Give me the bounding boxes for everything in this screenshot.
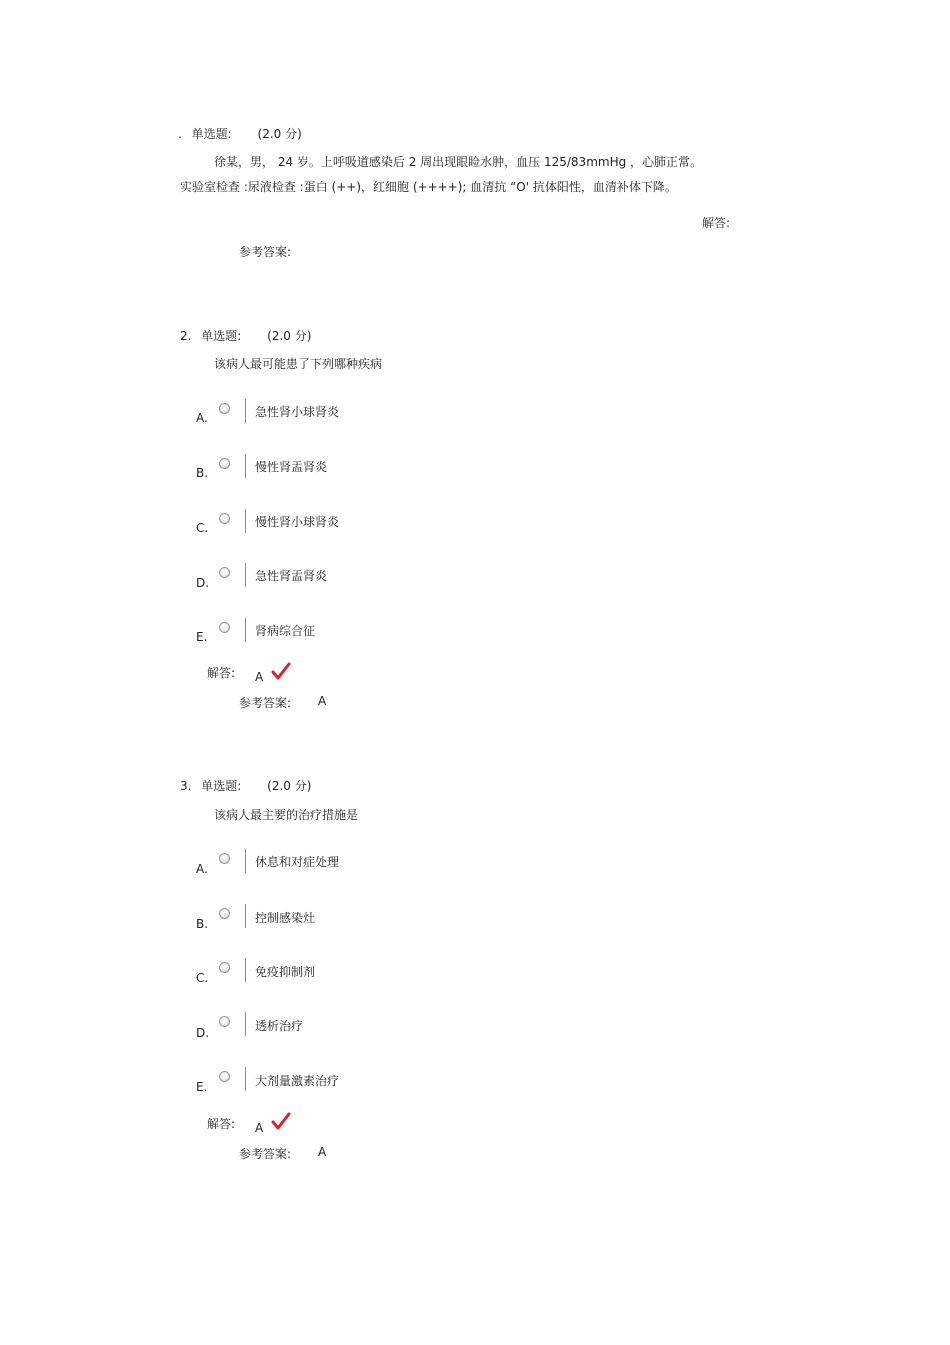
option-letter: C. (196, 521, 209, 535)
radio-icon[interactable] (219, 1016, 230, 1027)
q2-type: 单选题: (201, 329, 242, 343)
radio-icon[interactable] (219, 458, 230, 469)
option-letter: C. (196, 971, 209, 985)
option-divider (245, 399, 246, 423)
option-letter: B. (196, 466, 209, 480)
option-text: 休息和对症处理 (255, 855, 340, 869)
option-text: 透析治疗 (255, 1019, 304, 1033)
radio-icon[interactable] (219, 1071, 230, 1082)
option-text: 大剂量激素治疗 (255, 1074, 340, 1088)
q3-score: (2.0 分) (267, 779, 312, 793)
option-letter: B. (196, 917, 209, 931)
q1-reference-label: 参考答案: (239, 245, 292, 259)
q3-reference-label: 参考答案: (239, 1147, 292, 1161)
q2-answer-value: A (255, 670, 264, 684)
q3-answer-label: 解答: (207, 1117, 236, 1131)
option-text: 慢性肾小球肾炎 (255, 515, 340, 529)
q1-answer-label: 解答: (702, 216, 731, 230)
checkmark-icon (271, 1112, 291, 1132)
option-text: 急性肾盂肾炎 (255, 569, 328, 583)
option-text: 控制感染灶 (255, 911, 316, 925)
q2-answer-label: 解答: (207, 666, 236, 680)
option-text: 急性肾小球肾炎 (255, 405, 340, 419)
option-divider (245, 849, 246, 873)
option-divider (245, 509, 246, 533)
option-text: 免疫抑制剂 (255, 965, 316, 979)
q3-stem: 该病人最主要的治疗措施是 (214, 808, 359, 822)
option-letter: A. (196, 411, 208, 425)
q2-header (180, 327, 311, 344)
option-text: 慢性肾盂肾炎 (255, 460, 328, 474)
q2-score: (2.0 分) (267, 329, 312, 343)
option-letter: D. (196, 576, 210, 590)
option-text: 肾病综合征 (255, 624, 316, 638)
radio-icon[interactable] (219, 513, 230, 524)
option-divider (245, 1012, 246, 1036)
q1-score: (2.0 分) (257, 127, 302, 141)
option-letter: D. (196, 1026, 210, 1040)
option-divider (245, 904, 246, 928)
q2-stem: 该病人最可能患了下列哪种疾病 (214, 357, 383, 371)
radio-icon[interactable] (219, 853, 230, 864)
q2-reference-label: 参考答案: (239, 696, 292, 710)
radio-icon[interactable] (219, 403, 230, 414)
option-letter: E. (196, 630, 208, 644)
q1-number: . (178, 127, 182, 141)
q3-type: 单选题: (201, 779, 242, 793)
checkmark-icon (271, 662, 291, 682)
option-divider (245, 618, 246, 642)
q1-type: 单选题: (191, 127, 232, 141)
option-letter: A. (196, 862, 208, 876)
q1-stem-line1: 徐某，男， 24 岁。上呼吸道感染后 2 周出现眼睑水肿，血压 125/83mmHg ，心肺正常。 (214, 155, 703, 169)
option-letter: E. (196, 1080, 208, 1094)
q3-number: 3. (180, 779, 192, 793)
radio-icon[interactable] (219, 567, 230, 578)
radio-icon[interactable] (219, 962, 230, 973)
q1-header (178, 125, 302, 142)
option-divider (245, 1067, 246, 1091)
q1-stem-line2: 实验室检查 :尿液检查 :蛋白 (++)，红细胞 (++++); 血清抗 “O' 抗体阳性，血清补体下降。 (180, 180, 677, 194)
q3-header (180, 777, 311, 794)
radio-icon[interactable] (219, 908, 230, 919)
q2-reference-value: A (318, 694, 327, 708)
option-divider (245, 563, 246, 587)
option-divider (245, 958, 246, 982)
q3-reference-value: A (318, 1145, 327, 1159)
q2-number: 2. (180, 329, 192, 343)
option-divider (245, 454, 246, 478)
q3-answer-value: A (255, 1121, 264, 1135)
radio-icon[interactable] (219, 622, 230, 633)
